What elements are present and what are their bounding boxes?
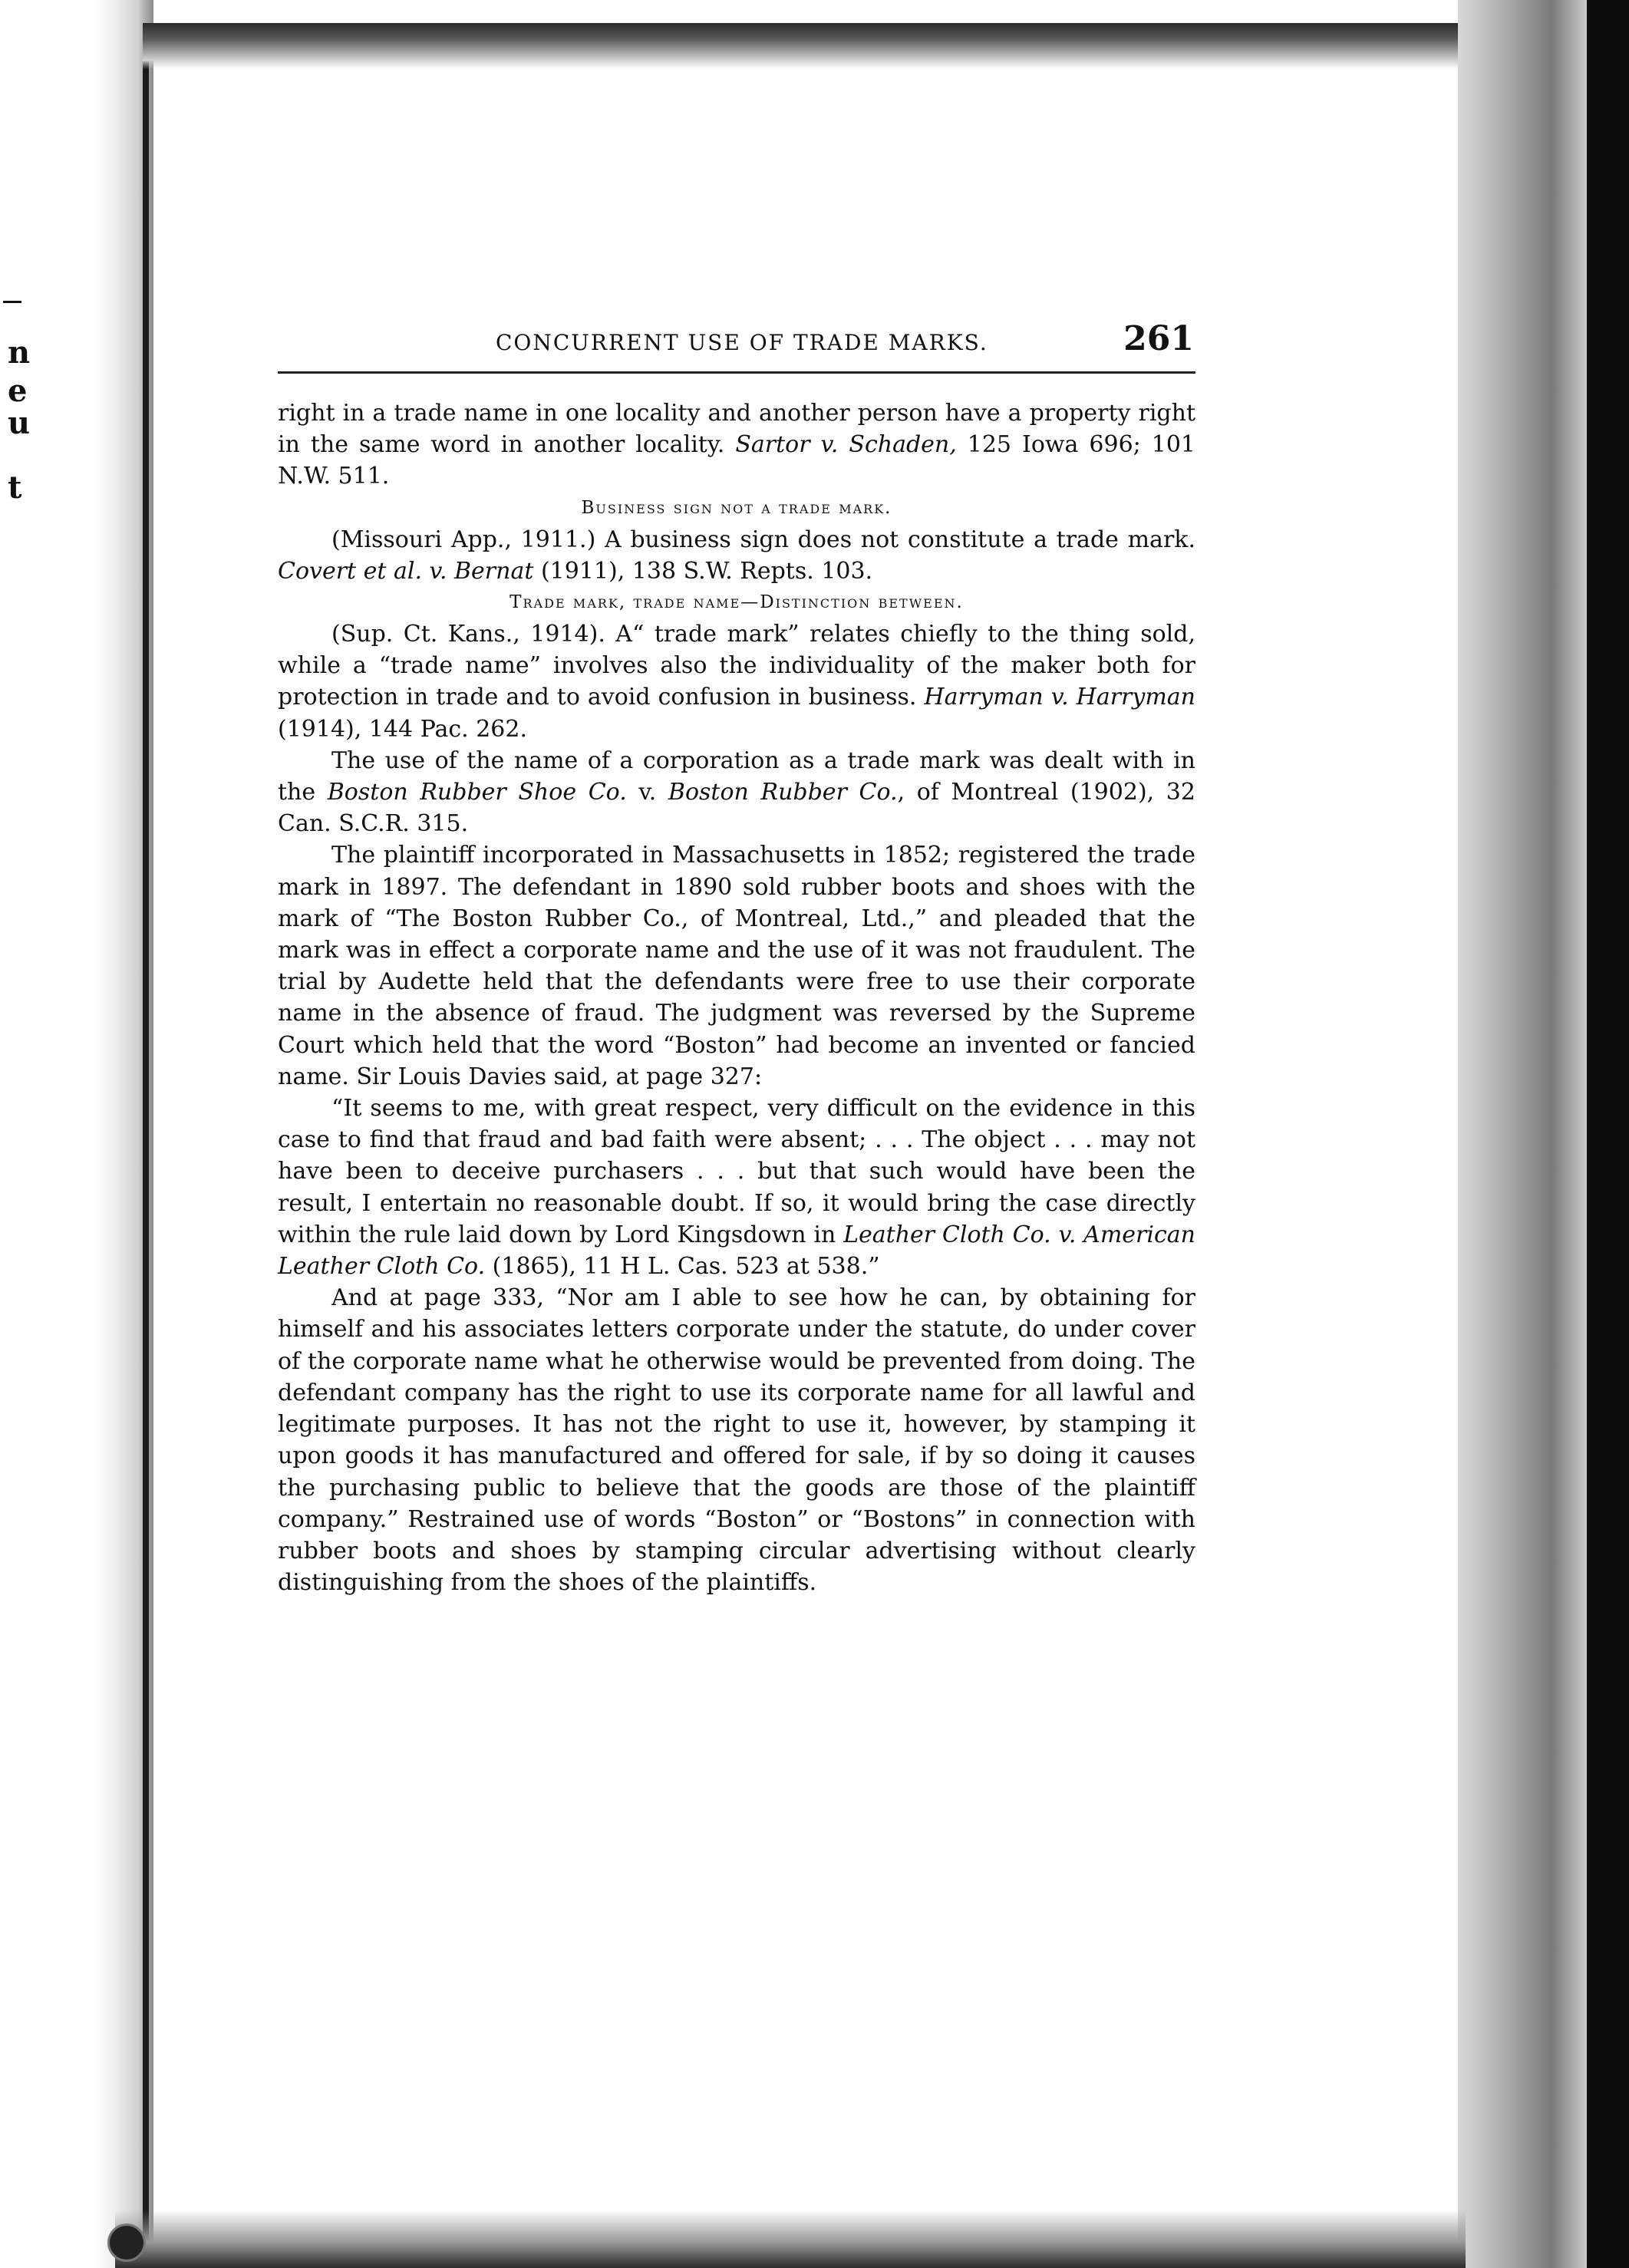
- margin-fragment: n: [8, 335, 31, 371]
- bottom-scan-shadow: [115, 2210, 1466, 2268]
- corner-stamp: [107, 2223, 146, 2262]
- page-number: 261: [1123, 319, 1194, 358]
- case-name: Boston Rubber Shoe Co.: [327, 779, 627, 806]
- paragraph-text: (Sup. Ct. Kans., 1914). A“ trade mark” relates chiefly to the thing sold, while a “trade name” involves also the individuality of the maker both for protection in trade and to avoid confusion in business.: [278, 621, 1195, 711]
- citation: 125 Iowa 696; 101 N.W. 511.: [278, 431, 1196, 490]
- right-scan-border: [1587, 0, 1629, 2268]
- header-rule: [278, 371, 1195, 374]
- paragraph: [278, 745, 1195, 840]
- page-header: [278, 319, 1195, 365]
- case-name: Covert et al. v. Bernat: [278, 557, 534, 585]
- section-heading: Business sign not a trade mark.: [581, 497, 892, 518]
- running-head: CONCURRENT USE OF TRADE MARKS.: [496, 330, 988, 355]
- top-scan-shadow: [143, 23, 1462, 69]
- binding-edge: [143, 61, 149, 2256]
- page-body: [278, 397, 1195, 1598]
- case-name: Harryman v. Harryman: [924, 684, 1195, 711]
- case-name: Sartor v. Schaden,: [735, 431, 957, 459]
- paragraph: [278, 618, 1195, 745]
- citation: , of Montreal (1902), 32 Can. S.C.R. 315.: [278, 779, 1195, 838]
- citation: (1914), 144 Pac. 262.: [278, 715, 528, 743]
- margin-fragment: t: [8, 470, 22, 506]
- margin-fragment: e: [8, 373, 28, 409]
- paragraph-text: (Missouri App., 1911.) A business sign does not constitute a trade mark.: [331, 526, 1195, 553]
- section-heading: Trade mark, trade name—Distinction between.: [509, 592, 964, 613]
- quotation: [278, 1093, 1195, 1282]
- paragraph: [278, 397, 1195, 493]
- margin-mark: [3, 301, 21, 303]
- paragraph-text: right in a trade name in one locality and another person have a property right in the same word in another locality.: [278, 400, 1195, 459]
- citation: (1911), 138 S.W. Repts. 103.: [533, 557, 873, 585]
- paragraph-text: The use of the name of a corporation as a trade mark was dealt with in the: [278, 747, 1195, 806]
- paragraph: [278, 524, 1195, 587]
- case-name: Leather Cloth Co. v. American Leather Cloth Co.: [278, 1221, 1195, 1281]
- paragraph-text: “It seems to me, with great respect, very difficult on the evidence in this case to find that fraud and bad faith were absent; . . . The object . . . may not have been to deceive purchasers . . . but that such would have been the result, I entertain no reasonable doubt. If so, it would bring the case directly within the rule laid down by Lord Kingsdown in: [278, 1095, 1195, 1248]
- case-name: Boston Rubber Co.: [668, 779, 898, 806]
- margin-fragment: u: [8, 405, 31, 441]
- paragraph: And at page 333, “Nor am I able to see how he can, by obtaining for himself and his associates letters corporate under the statute, do under cover of the corporate name what he otherwise would be prevented from doing. The defendant company has the right to use its corporate name for all lawful and legitimate purposes. It has not the right to use it, however, by stamping it upon goods it has manufactured and offered for sale, if by so doing it causes the purchasing public to believe that the goods are those of the plaintiff company.” Restrained use of words “Boston” or “Bostons” in connection with rubber boots and shoes by stamping circular advertising without clearly distinguishing from the shoes of the plaintiffs.: [278, 1284, 1195, 1597]
- paragraph-text: v.: [626, 779, 668, 806]
- paragraph: The plaintiff incorporated in Massachusetts in 1852; registered the trade mark in 1897. The defendant in 1890 sold rubber boots and shoes with the mark of “The Boston Rubber Co., of Montreal, Ltd.,” and pleaded that the mark was in effect a corporate name and the use of it was not fraudulent. The trial by Audette held that the defendants were free to use their corporate name in the absence of fraud. The judgment was reversed by the Supreme Court which held that the word “Boston” had become an invented or fancied name. Sir Louis Davies said, at page 327:: [278, 842, 1195, 1090]
- citation: (1865), 11 H L. Cas. 523 at 538.”: [485, 1253, 880, 1281]
